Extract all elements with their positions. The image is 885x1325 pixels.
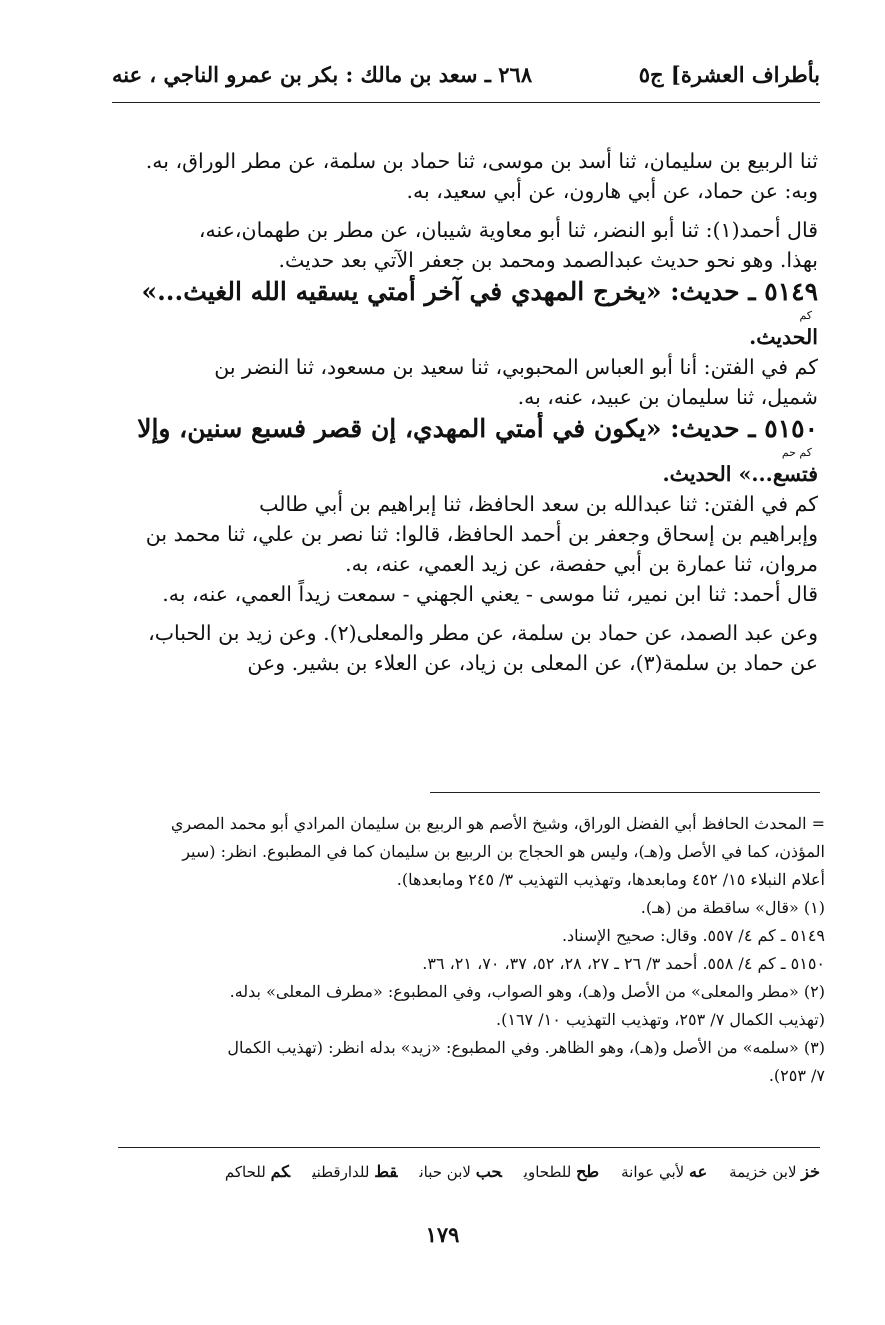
- legend-item: [729, 1163, 820, 1181]
- text-line: وبه: عن حماد، عن أبي هارون، عن أبي سعيد، به.: [406, 179, 818, 203]
- legend-desc: للدارقطني: [312, 1163, 370, 1181]
- text-line: مروان، ثنا عمارة بن أبي حفصة، عن زيد العمي، عنه، به.: [345, 552, 818, 576]
- hadith-heading: ٥١٤٩ ـ حديث: «يخرج المهدي في آخر أمتي يسقيه الله الغيث...»: [141, 277, 818, 306]
- text-line: كم في الفتن: أنا أبو العباس المحبوبي، ثنا سعيد بن مسعود، ثنا النضر بن: [214, 355, 818, 379]
- legend-abbr: قط: [374, 1162, 398, 1181]
- text-line: ثنا الربيع بن سليمان، ثنا أسد بن موسى، ثنا حماد بن سلمة، عن مطر الوراق، به.: [145, 149, 818, 173]
- page-header: [112, 58, 820, 98]
- legend-item: [621, 1163, 707, 1181]
- paragraph-gap: [126, 206, 818, 215]
- running-head: ٢٦٨ ـ سعد بن مالك : بكر بن عمرو الناجي ، عنه: [112, 62, 533, 87]
- source-symbol: كم: [799, 309, 812, 322]
- text-line: كم في الفتن: ثنا عبدالله بن سعد الحافظ، ثنا إبراهيم بن أبي طالب: [259, 492, 818, 516]
- text-line: عن حماد بن سلمة(٣)، عن المعلى بن زياد، عن العلاء بن بشير. وعن: [247, 651, 818, 675]
- footnote-line: (١) «قال» ساقطة من (هـ).: [640, 898, 825, 917]
- footnote-line: ٥١٤٩ ـ كم ٤/ ٥٥٧. وقال: صحيح الإسناد.: [561, 926, 825, 945]
- legend-desc: للطحاوي: [523, 1163, 572, 1181]
- text-line: قال أحمد: ثنا ابن نمير، ثنا موسى - يعني الجهني - سمعت زيداً العمي، عنه، به.: [162, 582, 818, 606]
- legend-abbr: خز: [801, 1162, 820, 1181]
- footnote-line: (تهذيب الكمال ٧/ ٢٥٣، وتهذيب التهذيب ١٠/ ١٦٧).: [496, 1010, 825, 1029]
- footnote-line: ٧/ ٢٥٣).: [768, 1066, 825, 1085]
- footnote-line: ٥١٥٠ ـ كم ٤/ ٥٥٨. أحمد ٣/ ٢٦ ـ ٢٧، ٢٨، ٥٢، ٣٧، ٧٠، ٢١، ٣٦.: [422, 954, 825, 973]
- footnote-line: المؤذن، كما في الأصل و(هـ)، وليس هو الحجاج بن الربيع بن سليمان كما في المطبوع. انظر: (سير: [182, 842, 825, 861]
- legend-desc: لابن خزيمة: [729, 1163, 797, 1181]
- footnotes: [118, 810, 825, 1090]
- footnote-line: أعلام النبلاء ١٥/ ٤٥٢ ومابعدها، وتهذيب التهذيب ٣/ ٢٤٥ ومابعدها).: [396, 870, 825, 889]
- text-line: وإبراهيم بن إسحاق وجعفر بن أحمد الحافظ، قالوا: ثنا نصر بن علي، ثنا محمد بن: [145, 522, 818, 546]
- footnote-separator: [430, 792, 820, 793]
- hadith-heading: ٥١٥٠ ـ حديث: «يكون في أمتي المهدي، إن قصر فسبع سنين، وإلا: [137, 414, 818, 443]
- legend-item: [524, 1163, 599, 1181]
- legend-item: [419, 1163, 501, 1181]
- legend-item: [225, 1163, 290, 1181]
- legend-desc: للحاكم: [224, 1163, 266, 1181]
- legend-abbr: كم: [270, 1162, 291, 1181]
- footnote-line: = المحدث الحافظ أبي الفضل الوراق، وشيخ الأصم هو الربيع بن سليمان المرادي أبو محمد المصري: [170, 814, 825, 833]
- legend-desc: لأبي عوانة: [621, 1163, 685, 1181]
- text-line: شميل، ثنا سليمان بن عبيد، عنه، به.: [517, 385, 818, 409]
- text-line: بهذا. وهو نحو حديث عبدالصمد ومحمد بن جعفر الآتي بعد حديث.: [278, 248, 818, 272]
- abbreviation-legend: [118, 1162, 820, 1192]
- legend-desc: لابن حبان: [419, 1163, 471, 1181]
- text-line: وعن عبد الصمد، عن حماد بن سلمة، عن مطر والمعلى(٢). وعن زيد بن الحباب،: [148, 621, 818, 645]
- text-line: قال أحمد(١): ثنا أبو النضر، ثنا أبو معاوية شيبان، عن مطر بن طهمان،عنه،: [198, 218, 818, 242]
- legend-item: [312, 1163, 397, 1181]
- footnote-line: (٣) «سلمه» من الأصل و(هـ)، وهو الظاهر. وفي المطبوع: «زيد» بدله انظر: (تهذيب الكمال: [227, 1038, 825, 1057]
- legend-abbr: عه: [689, 1162, 708, 1181]
- header-rule: [112, 102, 820, 103]
- page-number: ١٧٩: [425, 1222, 460, 1247]
- footnote-line: (٢) «مطر والمعلى» من الأصل و(هـ)، وهو الصواب، وفي المطبوع: «مطرف المعلى» بدله.: [229, 982, 825, 1001]
- book-title: بأطراف العشرة] ج٥: [638, 62, 820, 87]
- main-text: [126, 146, 818, 678]
- legend-abbr: حب: [475, 1162, 502, 1181]
- text-line: فتسع...» الحديث.: [662, 462, 818, 486]
- paragraph-gap: [126, 609, 818, 618]
- text-line: الحديث.: [749, 325, 818, 349]
- source-symbol: كم حم: [781, 446, 812, 459]
- legend-abbr: طح: [576, 1162, 600, 1181]
- legend-rule: [118, 1147, 820, 1148]
